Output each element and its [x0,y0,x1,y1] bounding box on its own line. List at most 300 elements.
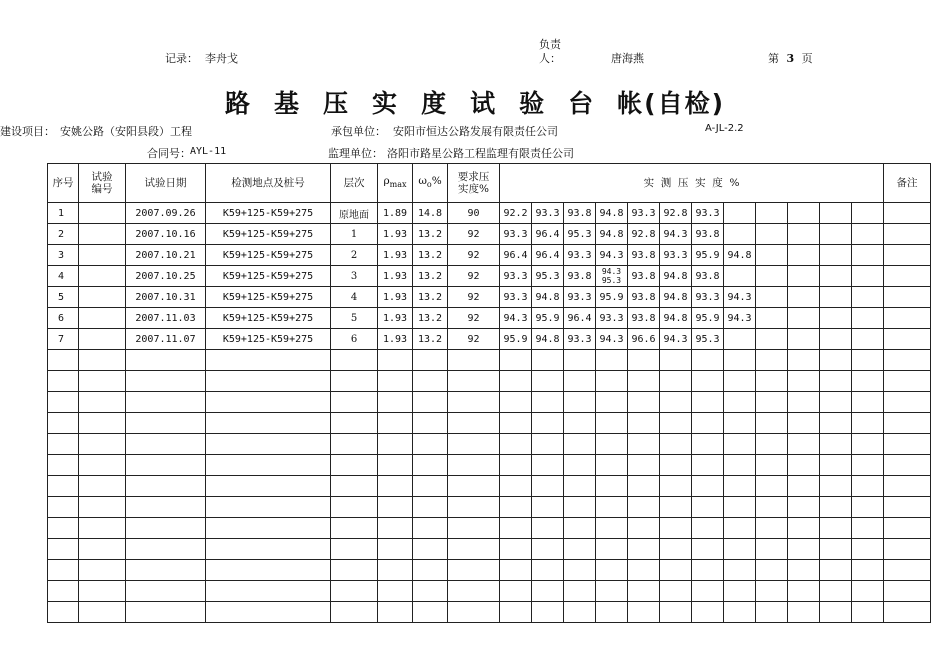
cell-measured-value [852,224,884,245]
cell-measured-value [660,350,692,371]
header-layer: 层次 [331,164,378,203]
cell-measured-value [756,350,788,371]
cell-measured-value [660,539,692,560]
cell-measured-value [788,266,820,287]
cell-measured-value [564,455,596,476]
cell-measured-value [500,560,532,581]
cell-layer: 2 [331,245,378,266]
cell-date: 2007.10.16 [126,224,206,245]
cell-measured-value [724,455,756,476]
cell-measured-value [532,392,564,413]
cell-layer: 5 [331,308,378,329]
cell-rho-max [378,497,413,518]
cell-measured-value [756,308,788,329]
cell-measured-value [820,476,852,497]
cell-seq [48,455,79,476]
cell-date: 2007.11.03 [126,308,206,329]
cell-layer [331,581,378,602]
empty-table-row [48,518,931,539]
cell-date [126,413,206,434]
cell-measured-value [500,539,532,560]
cell-omega: 13.2 [413,245,448,266]
cell-date [126,539,206,560]
cell-remarks [884,413,931,434]
cell-measured-value: 93.3 [596,308,628,329]
cell-measured-value [564,371,596,392]
cell-measured-value [660,476,692,497]
cell-omega [413,371,448,392]
cell-measured-value: 93.8 [628,245,660,266]
cell-measured-value [724,392,756,413]
cell-measured-value [500,518,532,539]
cell-date: 2007.10.21 [126,245,206,266]
cell-measured-value [724,224,756,245]
cell-date: 2007.10.31 [126,287,206,308]
cell-measured-value: 94.8 [596,203,628,224]
title-char: 帐 [617,89,645,118]
cell-measured-value [532,350,564,371]
cell-measured-value [820,497,852,518]
cell-measured-value: 93.3 [532,203,564,224]
header-required-line2: 实度% [458,183,489,195]
cell-measured-value [724,602,756,623]
cell-measured-value [564,581,596,602]
cell-required [448,581,500,602]
cell-date [126,602,206,623]
cell-measured-value [532,560,564,581]
cell-measured-value [564,518,596,539]
responsible-name: 唐海燕 [611,52,644,65]
cell-date [126,371,206,392]
cell-measured-value [724,329,756,350]
cell-omega: 13.2 [413,266,448,287]
cell-omega [413,560,448,581]
cell-measured-value [628,560,660,581]
cell-remarks [884,203,931,224]
header-test-no [79,164,126,203]
cell-measured-value [820,392,852,413]
contract-label: 合同号： [147,147,191,160]
cell-measured-value: 92.8 [660,203,692,224]
empty-table-row [48,539,931,560]
cell-test-no [79,308,126,329]
table-row [48,266,931,287]
cell-measured-value: 95.9 [692,308,724,329]
cell-measured-value: 95.9 [596,287,628,308]
cell-seq [48,497,79,518]
cell-measured-value [788,392,820,413]
cell-measured-value [500,602,532,623]
compaction-ledger-table [47,163,931,623]
cell-measured-value [788,287,820,308]
cell-omega [413,539,448,560]
cell-location [206,560,331,581]
cell-test-no [79,602,126,623]
cell-measured-value [788,560,820,581]
cell-measured-value [852,560,884,581]
contractor-value: 安阳市恒达公路发展有限责任公司 [393,125,558,138]
cell-rho-max [378,518,413,539]
cell-measured-value [724,581,756,602]
cell-measured-value: 94.3 [660,224,692,245]
cell-rho-max: 1.93 [378,329,413,350]
table-row [48,245,931,266]
cell-required: 92 [448,287,500,308]
cell-rho-max [378,476,413,497]
cell-measured-value: 93.3 [564,329,596,350]
cell-measured-value [852,203,884,224]
cell-measured-value [500,455,532,476]
cell-measured-value [852,581,884,602]
header-test-no-line1: 试验 [91,171,113,183]
cell-measured-value [852,350,884,371]
cell-measured-value [532,413,564,434]
cell-seq: 4 [48,266,79,287]
cell-location: K59+125-K59+275 [206,266,331,287]
empty-table-row [48,392,931,413]
page-indicator [768,50,813,66]
cell-measured-value [788,476,820,497]
cell-remarks [884,581,931,602]
cell-remarks [884,518,931,539]
cell-measured-value [564,392,596,413]
cell-measured-value [596,518,628,539]
cell-test-no [79,581,126,602]
cell-remarks [884,392,931,413]
header-measured: 实 测 压 实 度 % [500,164,884,203]
cell-layer [331,371,378,392]
cell-measured-value [564,560,596,581]
cell-measured-value [532,539,564,560]
cell-measured-value [564,434,596,455]
cell-date [126,392,206,413]
cell-required [448,392,500,413]
cell-measured-value [628,371,660,392]
cell-omega [413,581,448,602]
cell-measured-value [724,203,756,224]
cell-measured-value: 94.3 [724,308,756,329]
cell-test-no [79,266,126,287]
cell-test-no [79,434,126,455]
cell-measured-value [788,434,820,455]
cell-rho-max [378,413,413,434]
cell-location: K59+125-K59+275 [206,245,331,266]
cell-measured-value: 95.9 [500,329,532,350]
cell-measured-value [788,413,820,434]
cell-required [448,413,500,434]
table-row [48,224,931,245]
cell-layer: 1 [331,224,378,245]
cell-measured-value: 94.3 [500,308,532,329]
cell-measured-value: 95.3 [564,224,596,245]
cell-omega: 14.8 [413,203,448,224]
cell-remarks [884,539,931,560]
cell-measured-value [788,308,820,329]
cell-remarks [884,245,931,266]
cell-measured-value: 94.8 [532,287,564,308]
cell-measured-value [564,602,596,623]
cell-rho-max: 1.93 [378,266,413,287]
cell-measured-value [852,455,884,476]
cell-required: 92 [448,266,500,287]
cell-rho-max: 1.89 [378,203,413,224]
cell-remarks [884,308,931,329]
cell-measured-value [788,581,820,602]
cell-layer [331,539,378,560]
cell-measured-value [788,455,820,476]
cell-seq: 6 [48,308,79,329]
cell-seq: 5 [48,287,79,308]
cell-required [448,455,500,476]
cell-omega [413,518,448,539]
cell-measured-value [756,392,788,413]
cell-location: K59+125-K59+275 [206,287,331,308]
cell-remarks [884,602,931,623]
cell-omega [413,413,448,434]
cell-measured-value: 92.2 [500,203,532,224]
omega-subscript: o [426,180,432,190]
cell-measured-value [692,560,724,581]
cell-test-no [79,455,126,476]
cell-layer [331,455,378,476]
cell-seq [48,560,79,581]
cell-measured-value [788,203,820,224]
cell-seq: 7 [48,329,79,350]
cell-measured-value [532,434,564,455]
page-prefix: 第 [768,52,779,65]
cell-test-no [79,329,126,350]
cell-layer [331,413,378,434]
cell-measured-value [692,602,724,623]
contractor-label: 承包单位： [331,125,386,138]
cell-measured-value [564,539,596,560]
cell-date [126,476,206,497]
cell-layer [331,350,378,371]
cell-measured-value [500,581,532,602]
cell-measured-value [756,476,788,497]
cell-remarks [884,455,931,476]
cell-measured-value [788,224,820,245]
cell-seq: 3 [48,245,79,266]
cell-measured-value [596,455,628,476]
table-header-row [48,164,931,203]
cell-measured-value [692,539,724,560]
cell-measured-value [756,518,788,539]
cell-seq: 1 [48,203,79,224]
cell-measured-value: 96.4 [532,224,564,245]
cell-measured-value: 94.3 [596,245,628,266]
cell-measured-value: 93.3 [500,224,532,245]
cell-location [206,539,331,560]
cell-measured-value [788,245,820,266]
cell-test-no [79,371,126,392]
cell-measured-value [756,266,788,287]
cell-measured-value [820,518,852,539]
omega-symbol: ω [418,174,427,187]
title-char: 路 [225,89,253,118]
cell-location [206,350,331,371]
cell-measured-value [852,329,884,350]
cell-required: 92 [448,245,500,266]
cell-measured-value [756,224,788,245]
cell-measured-value [660,518,692,539]
cell-measured-value: 94.8 [660,308,692,329]
cell-rho-max [378,392,413,413]
table-row [48,203,931,224]
cell-test-no [79,539,126,560]
cell-measured-value [500,350,532,371]
cell-omega: 13.2 [413,329,448,350]
cell-measured-value [756,602,788,623]
cell-seq [48,539,79,560]
cell-measured-value [852,245,884,266]
cell-measured-value [532,581,564,602]
cell-measured-value: 93.3 [500,266,532,287]
cell-measured-value [756,245,788,266]
cell-rho-max [378,371,413,392]
cell-omega: 13.2 [413,308,448,329]
cell-measured-value [724,497,756,518]
cell-measured-value: 96.6 [628,329,660,350]
cell-required [448,560,500,581]
cell-measured-value: 95.9 [692,245,724,266]
project-value: 安姚公路（安阳县段）工程 [60,125,192,138]
project-label: 建设项目： [0,125,55,138]
page-number: 3 [786,52,795,65]
cell-location: K59+125-K59+275 [206,224,331,245]
cell-remarks [884,350,931,371]
cell-measured-value [500,392,532,413]
cell-measured-value: 93.8 [692,224,724,245]
supervisor-label: 监理单位： [328,147,383,160]
cell-rho-max [378,350,413,371]
cell-measured-value [660,497,692,518]
cell-test-no [79,350,126,371]
header-required [448,164,500,203]
cell-remarks [884,329,931,350]
cell-measured-value [660,371,692,392]
cell-omega [413,497,448,518]
cell-measured-value [628,413,660,434]
cell-date [126,350,206,371]
cell-measured-value [500,371,532,392]
cell-rho-max [378,581,413,602]
cell-measured-value [500,434,532,455]
cell-measured-value: 94.8 [660,287,692,308]
cell-measured-value [724,266,756,287]
cell-required [448,497,500,518]
cell-measured-value [852,434,884,455]
cell-measured-value [756,539,788,560]
cell-measured-value [820,413,852,434]
cell-measured-value [788,518,820,539]
cell-measured-value [628,581,660,602]
cell-remarks [884,287,931,308]
header-date: 试验日期 [126,164,206,203]
header-omega [413,164,448,203]
cell-measured-value [564,476,596,497]
cell-measured-value [692,434,724,455]
cell-test-no [79,518,126,539]
cell-measured-value [500,497,532,518]
cell-measured-value: 94.8 [724,245,756,266]
cell-measured-value [596,497,628,518]
cell-seq [48,371,79,392]
cell-layer: 6 [331,329,378,350]
cell-measured-value [820,434,852,455]
cell-date [126,434,206,455]
rho-symbol: ρ [383,174,390,187]
cell-measured-value [724,434,756,455]
cell-measured-value [756,413,788,434]
cell-location [206,413,331,434]
cell-measured-value [756,203,788,224]
cell-measured-value [532,476,564,497]
cell-remarks [884,434,931,455]
cell-seq [48,581,79,602]
cell-measured-value [852,392,884,413]
cell-measured-value [692,476,724,497]
cell-measured-value [724,371,756,392]
table-body [48,203,931,623]
cell-measured-value [596,413,628,434]
header-seq: 序号 [48,164,79,203]
cell-seq [48,413,79,434]
cell-date: 2007.10.25 [126,266,206,287]
cell-location [206,497,331,518]
cell-measured-value [660,602,692,623]
cell-measured-value [628,518,660,539]
cell-location [206,434,331,455]
cell-measured-value [820,539,852,560]
cell-remarks [884,224,931,245]
title-char: 实 [372,89,400,118]
cell-measured-value: 93.8 [628,308,660,329]
cell-measured-value: 93.3 [660,245,692,266]
cell-measured-value [852,308,884,329]
cell-layer [331,518,378,539]
cell-measured-value [756,329,788,350]
cell-omega [413,602,448,623]
cell-measured-value [820,245,852,266]
cell-date [126,581,206,602]
cell-rho-max: 1.93 [378,287,413,308]
measured-value-stacked: 95.3 [601,276,622,285]
cell-measured-value [564,413,596,434]
cell-date [126,497,206,518]
cell-measured-value [532,455,564,476]
cell-date [126,560,206,581]
cell-measured-value [852,371,884,392]
cell-seq [48,350,79,371]
cell-measured-value [820,581,852,602]
cell-measured-value [852,287,884,308]
cell-measured-value: 93.8 [564,203,596,224]
cell-measured-value [852,476,884,497]
rho-subscript: max [389,180,407,190]
cell-test-no [79,287,126,308]
cell-measured-value: 95.9 [532,308,564,329]
empty-table-row [48,455,931,476]
cell-required: 92 [448,308,500,329]
cell-rho-max: 1.93 [378,245,413,266]
cell-location: K59+125-K59+275 [206,203,331,224]
cell-measured-value [852,497,884,518]
cell-measured-value [820,203,852,224]
empty-table-row [48,350,931,371]
cell-measured-value: 94.3 [724,287,756,308]
empty-table-row [48,413,931,434]
